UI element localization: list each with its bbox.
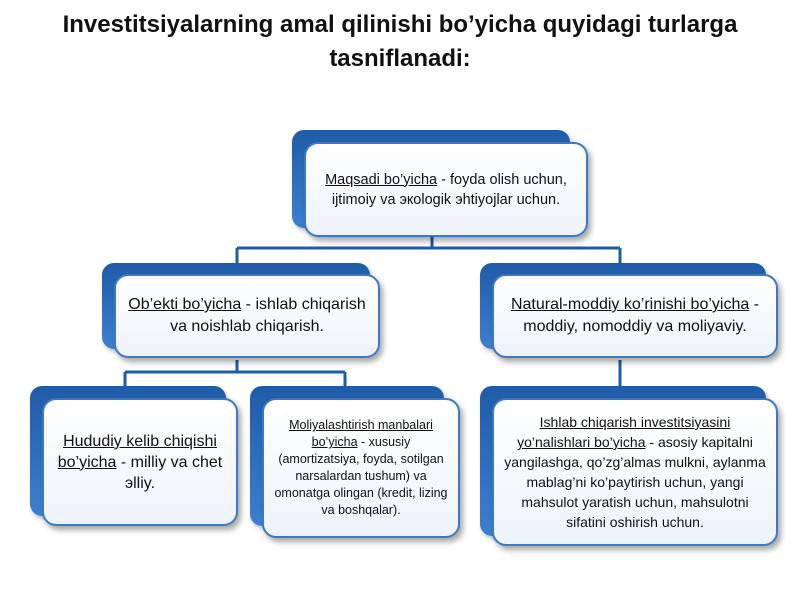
node-top bbox=[304, 142, 588, 237]
node-bottom-mid-back bbox=[250, 386, 448, 526]
node-left-back bbox=[102, 263, 370, 349]
node-bottom-left bbox=[42, 398, 238, 526]
node-left-text: - ishlab chiqarish va noishlab chiqarish. bbox=[170, 296, 366, 335]
node-left-label: Ob’ekti bo’yicha bbox=[128, 296, 242, 313]
node-bottom-mid-label: Moliyalashtirish manbalari bo’yicha bbox=[289, 418, 433, 449]
node-bottom-right-text: - asosiy kapitalni yangilashga, qo’zg’almas mulkni, aylanma mablag’ni ko’paytirish uchun, yangi mahsulot yaratish uchun, mahsulotni sifatini oshirish uchun. bbox=[504, 434, 766, 530]
node-bottom-left-text: - milliy va chet эlliy. bbox=[116, 453, 223, 492]
node-bottom-left-back bbox=[30, 386, 226, 516]
node-right bbox=[492, 274, 778, 358]
node-left bbox=[114, 274, 380, 358]
node-top-back bbox=[292, 130, 570, 228]
node-bottom-left-label: Hududiy kelib chiqishi bo’yicha bbox=[57, 432, 217, 471]
node-right-text: - moddiy, nomoddiy va moliyaviy. bbox=[523, 296, 760, 335]
node-right-label: Natural-moddiy ko’rinishi bo’yicha bbox=[510, 296, 750, 313]
page-title: Investitsiyalarning amal qilinishi bo’yicha quyidagi turlarga tasniflanadi: bbox=[62, 11, 738, 72]
node-bottom-mid bbox=[262, 398, 460, 538]
node-bottom-right-back bbox=[480, 386, 766, 536]
node-right-back bbox=[480, 263, 766, 349]
node-top-label: Maqsadi bo’yicha bbox=[325, 171, 438, 188]
node-bottom-right bbox=[492, 398, 778, 546]
node-top-text: - foyda olish uchun, ijtimoiy va экologik эhtiyojlar uchun. bbox=[331, 171, 567, 208]
node-bottom-right-label: Ishlab chiqarish investitsiyasini yo’nalishlari bo’yicha bbox=[517, 414, 731, 450]
node-bottom-mid-text: - xususiy (amortizatsiya, foyda, sotilgan narsalardan tushum) va omonatga olingan (kredit, lizing va boshqalar). bbox=[274, 435, 448, 517]
